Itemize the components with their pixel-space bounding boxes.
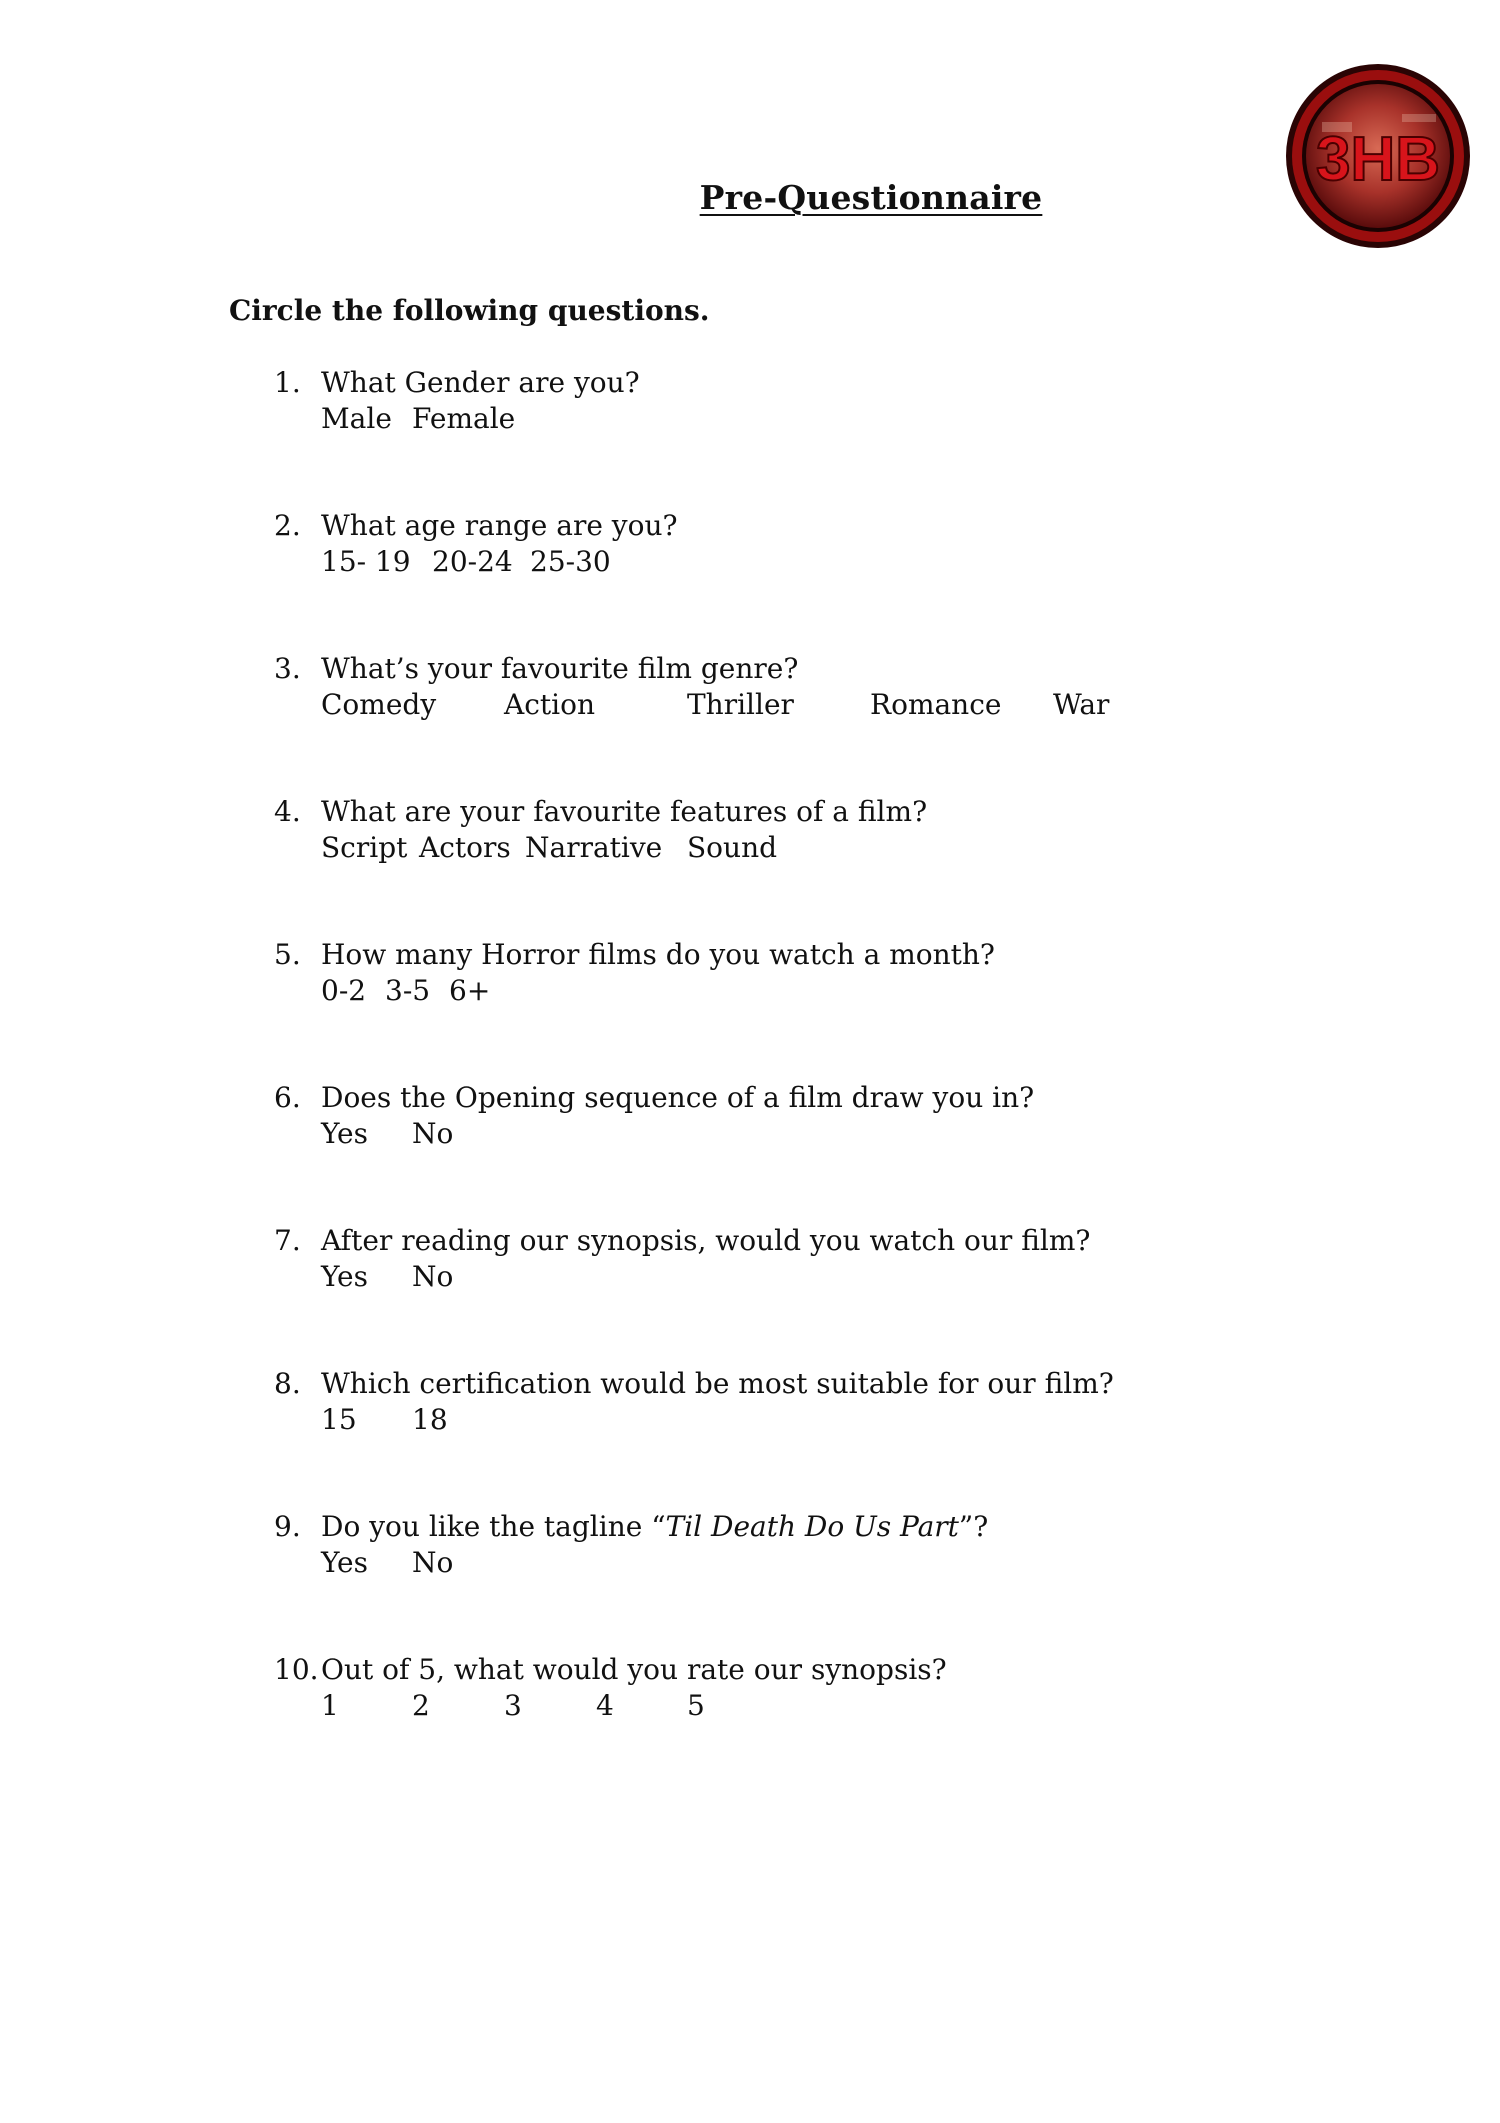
question-number: 7. bbox=[274, 1224, 301, 1257]
question-10 bbox=[0, 1653, 1500, 1733]
question-6 bbox=[0, 1081, 1500, 1161]
question-number: 1. bbox=[274, 366, 301, 399]
option-rating-1[interactable]: 1 bbox=[321, 1689, 339, 1722]
question-number: 10. bbox=[274, 1653, 319, 1686]
option-age-25-30[interactable]: 25-30 bbox=[530, 545, 611, 578]
question-number: 4. bbox=[274, 795, 301, 828]
option-6-plus[interactable]: 6+ bbox=[449, 974, 491, 1007]
option-thriller[interactable]: Thriller bbox=[687, 688, 794, 721]
option-female[interactable]: Female bbox=[412, 402, 516, 435]
option-romance[interactable]: Romance bbox=[870, 688, 1002, 721]
option-3-5[interactable]: 3-5 bbox=[385, 974, 431, 1007]
question-number: 2. bbox=[274, 509, 301, 542]
option-action[interactable]: Action bbox=[504, 688, 595, 721]
question-text: Out of 5, what would you rate our synopsis? bbox=[321, 1653, 947, 1686]
logo-text: 3HB bbox=[1315, 125, 1441, 194]
question-number: 3. bbox=[274, 652, 301, 685]
question-2 bbox=[0, 509, 1500, 589]
question-text-before: Do you like the tagline “ bbox=[321, 1510, 666, 1543]
question-9 bbox=[0, 1510, 1500, 1590]
question-number: 5. bbox=[274, 938, 301, 971]
question-text: What age range are you? bbox=[321, 509, 678, 542]
option-comedy[interactable]: Comedy bbox=[321, 688, 437, 721]
option-no[interactable]: No bbox=[412, 1546, 454, 1579]
question-7 bbox=[0, 1224, 1500, 1304]
instruction-text: Circle the following questions. bbox=[229, 294, 710, 327]
option-sound[interactable]: Sound bbox=[687, 831, 778, 864]
question-5 bbox=[0, 938, 1500, 1018]
question-number: 8. bbox=[274, 1367, 301, 1400]
option-rating-4[interactable]: 4 bbox=[596, 1689, 614, 1722]
logo-3hb bbox=[1282, 62, 1474, 250]
option-actors[interactable]: Actors bbox=[419, 831, 511, 864]
option-age-20-24[interactable]: 20-24 bbox=[432, 545, 513, 578]
option-no[interactable]: No bbox=[412, 1260, 454, 1293]
question-text-after: ”? bbox=[958, 1510, 989, 1543]
page-title: Pre-Questionnaire bbox=[699, 178, 1043, 217]
option-no[interactable]: No bbox=[412, 1117, 454, 1150]
question-number: 6. bbox=[274, 1081, 301, 1114]
option-rating-3[interactable]: 3 bbox=[504, 1689, 522, 1722]
question-1 bbox=[0, 366, 1500, 446]
option-rating-2[interactable]: 2 bbox=[412, 1689, 430, 1722]
option-yes[interactable]: Yes bbox=[321, 1546, 368, 1579]
option-script[interactable]: Script bbox=[321, 831, 408, 864]
question-text: Does the Opening sequence of a film draw you in? bbox=[321, 1081, 1035, 1114]
question-text: What Gender are you? bbox=[321, 366, 640, 399]
question-4 bbox=[0, 795, 1500, 875]
question-8 bbox=[0, 1367, 1500, 1447]
question-text: Which certification would be most suitable for our film? bbox=[321, 1367, 1114, 1400]
option-yes[interactable]: Yes bbox=[321, 1260, 368, 1293]
option-narrative[interactable]: Narrative bbox=[525, 831, 663, 864]
question-3 bbox=[0, 652, 1500, 732]
question-text: What’s your favourite film genre? bbox=[321, 652, 799, 685]
tagline: Til Death Do Us Part bbox=[665, 1510, 959, 1543]
option-15[interactable]: 15 bbox=[321, 1403, 357, 1436]
option-age-15-19[interactable]: 15- 19 bbox=[321, 545, 411, 578]
option-0-2[interactable]: 0-2 bbox=[321, 974, 367, 1007]
question-text: How many Horror films do you watch a month? bbox=[321, 938, 995, 971]
question-number: 9. bbox=[274, 1510, 301, 1543]
option-yes[interactable]: Yes bbox=[321, 1117, 368, 1150]
option-rating-5[interactable]: 5 bbox=[687, 1689, 705, 1722]
option-18[interactable]: 18 bbox=[412, 1403, 448, 1436]
question-text: What are your favourite features of a film? bbox=[321, 795, 928, 828]
question-text bbox=[321, 1510, 988, 1543]
option-male[interactable]: Male bbox=[321, 402, 392, 435]
question-text: After reading our synopsis, would you watch our film? bbox=[321, 1224, 1091, 1257]
option-war[interactable]: War bbox=[1053, 688, 1110, 721]
